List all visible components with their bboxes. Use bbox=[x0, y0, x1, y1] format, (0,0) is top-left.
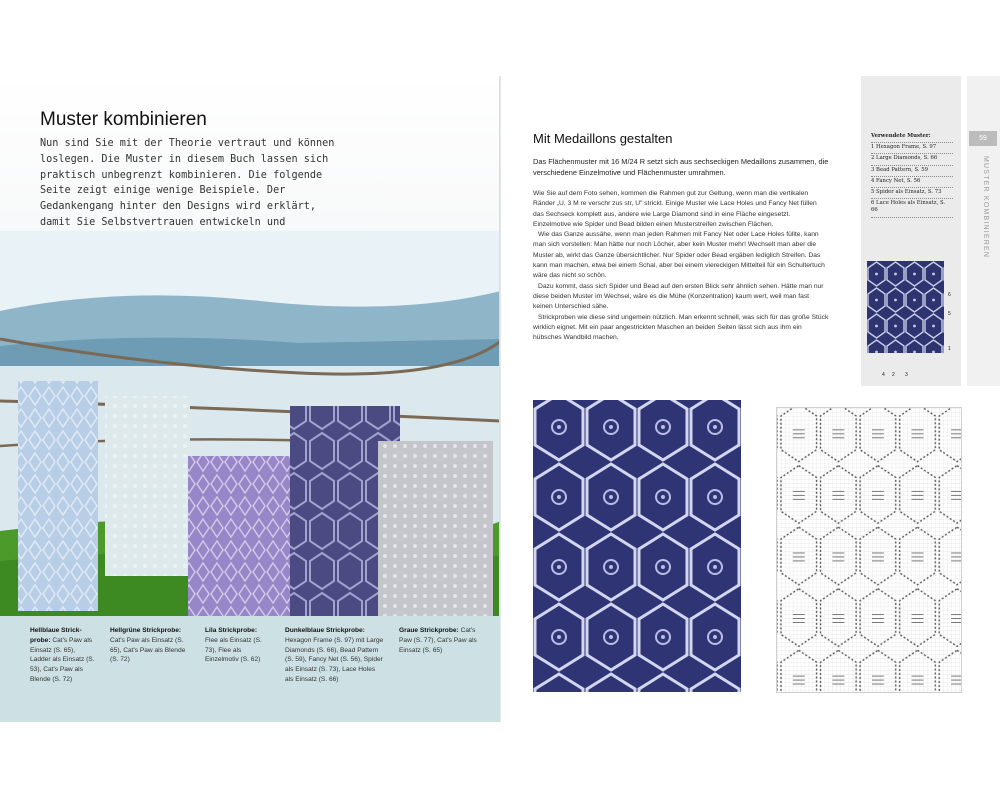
lead-text: Das Flächenmuster mit 16 M/24 R setzt sich aus sechseckigen Medaillons zusammen, die verschiedene Einzelmotive und Flächenmuster umrahmen. bbox=[533, 157, 829, 177]
section-title: Mit Medaillons gestalten bbox=[533, 131, 673, 146]
intro-text: Nun sind Sie mit der Theorie vertraut und können loslegen. Die Muster in diesem Buch lassen sich praktisch unbegrenzt kombinieren. Die folgende Seite zeigt einige wenige Beispiele. Der Gedankengang hinter den Designs wird erklärt, damit Sie Selbstvertrauen entwickeln und bbox=[40, 138, 335, 228]
pattern-item: 6 Lace Holes als Einsatz, S. 66 bbox=[871, 198, 953, 217]
pattern-item: 4 Fancy Net, S. 56 bbox=[871, 176, 953, 185]
caption-grey: Graue Strickprobe: Cat's Paw (S. 77), Cat's Paw als Einsatz (S. 65) bbox=[399, 627, 477, 654]
body-paragraph: Dazu kommt, dass sich Spider und Bead auf den ersten Blick sehr ähnlich sehen. Hätte man nur diese beiden Muster im Wechsel, wäre es die Mühe (Konzentration) kaum wert, weil man fast keinen Unterschied sähe. bbox=[533, 282, 824, 311]
caption-light-green: Hellgrüne Strickprobe: Cat's Paw als Einsatz (S. 65), Cat's Paw als Blende (S. 72) bbox=[110, 627, 186, 664]
pattern-item: 2 Large Diamonds, S. 66 bbox=[871, 153, 953, 162]
swatch-label: 4 bbox=[882, 372, 885, 378]
pattern-item: 5 Spider als Einsatz, S. 73 bbox=[871, 187, 953, 196]
pattern-item: 3 Bead Pattern, S. 59 bbox=[871, 165, 953, 174]
section-running-head: MUSTER KOMBINIEREN bbox=[982, 156, 989, 259]
lace-swatches-photo bbox=[0, 231, 501, 616]
knitting-chart bbox=[776, 407, 962, 693]
left-page bbox=[0, 76, 501, 722]
used-patterns-list bbox=[871, 133, 953, 218]
swatch-label: 1 bbox=[948, 346, 951, 352]
swatch-label: 5 bbox=[948, 311, 951, 317]
body-paragraph: Strickproben wie diese sind ungemein nützlich. Man erkennt schnell, was sich für das große Stück wirklich eignet. Mit ein paar angestrickten Maschen an beiden Seiten lässt sich aus ihm ein hübsches Wandbild machen. bbox=[533, 313, 829, 342]
swatch-captions bbox=[0, 616, 501, 722]
swatch-label: 2 bbox=[892, 372, 895, 378]
page-number-tab: 59 bbox=[969, 131, 997, 146]
caption-light-blue: Hellblaue Strick-probe: Cat's Paw als Einsatz (S. 65), Ladder als Einsatz (S. 53), Cat's Paw als Blende (S. 72) bbox=[30, 627, 95, 683]
patterns-heading: Verwendete Muster: bbox=[871, 133, 931, 139]
body-text bbox=[533, 189, 829, 343]
small-swatch-image bbox=[867, 261, 944, 353]
caption-lilac: Lila Strickprobe: Flee als Einsatz (S. 73), Flee als Einzelmotiv (S. 62) bbox=[205, 627, 262, 664]
body-paragraph: Wie Sie auf dem Foto sehen, kommen die Rahmen gut zur Geltung, wenn man die vertikalen Ränder „U, 3 M re verschr zus str, U" strickt. Einige Muster wie Lace Holes und Fancy Net füllen das Sechseck komplett aus, andere wie Large Diamond sind in eine Fläche eingesetzt. Einzelmotive wie Spider und Bead bilden einen Musterstreifen zwischen Flächen. bbox=[533, 190, 817, 228]
body-paragraph: Wie das Ganze aussähe, wenn man jeden Rahmen mit Fancy Net oder Lace Holes füllte, kann man sich vorstellen: Man hätte nur noch Löcher, aber kein Muster mehr! Wechselt man aber die Muster ab, wirkt das Ganze übersichtlicher. Nur Spider oder Bead ergäben lediglich Streifen. Das kann man machen, etwa bei einem Schal, aber bei einem viereckigen Mittelteil für ein Schultertuch wäre das nicht so schön. bbox=[533, 231, 825, 280]
caption-dark-blue: Dunkelblaue Strickprobe: Hexagon Frame (S. 97) mit Large Diamonds (S. 66), Bead Pattern (S. 59), Fancy Net (S. 56), Spider als Einsatz (S. 73), Lace Holes als Einsatz (S. 66) bbox=[285, 627, 384, 683]
page-title: Muster kombinieren bbox=[40, 109, 207, 130]
right-page bbox=[501, 76, 1000, 722]
swatch-label: 6 bbox=[948, 292, 951, 298]
swatch-label: 3 bbox=[905, 372, 908, 378]
large-swatch-image bbox=[533, 400, 741, 692]
pattern-item: 1 Hexagon Frame, S. 97 bbox=[871, 142, 953, 151]
